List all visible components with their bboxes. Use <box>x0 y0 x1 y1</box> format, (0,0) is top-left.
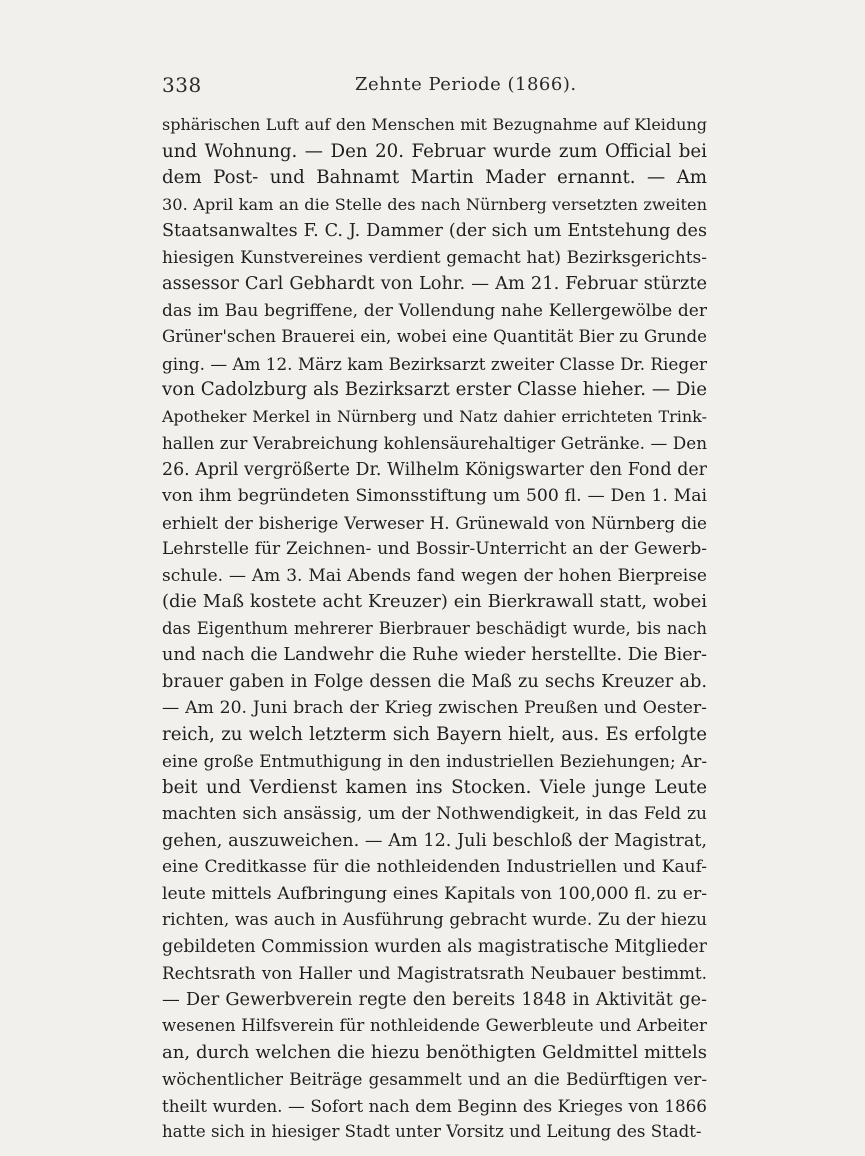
text-line: Lehrstelle für Zeichnen- und Bossir-Unterricht an der Gewerb- <box>162 539 707 559</box>
text-line: und nach die Landwehr die Ruhe wieder herstellte. Die Bier- <box>162 645 707 665</box>
text-line: sphärischen Luft auf den Menschen mit Bezugnahme auf Kleidung <box>162 115 707 134</box>
text-line: wesenen Hilfsverein für nothleidende Gewerbleute und Arbeiter <box>162 1016 707 1035</box>
text-line: von ihm begründeten Simonsstiftung um 500 fl. — Den 1. Mai <box>162 486 707 506</box>
text-line: eine Creditkasse für die nothleidenden Industriellen und Kauf- <box>162 857 707 877</box>
text-line: — Der Gewerbverein regte den bereits 1848 in Aktivität ge- <box>162 988 707 1010</box>
text-line: richten, was auch in Ausführung gebracht wurde. Zu der hiezu <box>162 910 707 930</box>
text-line: erhielt der bisherige Verweser H. Grünewald von Nürnberg die <box>162 512 707 533</box>
text-line: assessor Carl Gebhardt von Lohr. — Am 21. Februar stürzte <box>162 273 707 294</box>
text-line: dem Post- und Bahnamt Martin Mader ernannt. — Am <box>162 167 707 188</box>
text-line: und Wohnung. — Den 20. Februar wurde zum Official bei <box>162 140 707 162</box>
text-line: wöchentlicher Beiträge gesammelt und an die Bedürftigen ver- <box>162 1069 707 1089</box>
page-number: 338 <box>162 73 202 97</box>
text-line: brauer gaben in Folge dessen die Maß zu sechs Kreuzer ab. <box>162 670 707 692</box>
text-line: theilt wurden. — Sofort nach dem Beginn des Krieges von 1866 <box>162 1095 707 1116</box>
text-line: Rechtsrath von Haller und Magistratsrath Neubauer bestimmt. <box>162 963 707 983</box>
text-line: hiesigen Kunstvereines verdient gemacht hat) Bezirksgerichts- <box>162 247 707 268</box>
text-line: beit und Verdienst kamen ins Stocken. Viele junge Leute <box>162 776 707 798</box>
text-line: das im Bau begriffene, der Vollendung nahe Kellergewölbe der <box>162 300 707 321</box>
text-line: (die Maß kostete acht Kreuzer) ein Bierkrawall statt, wobei <box>162 591 707 612</box>
text-line: eine große Entmuthigung in den industriellen Beziehungen; Ar- <box>162 751 707 771</box>
text-line: gebildeten Commission wurden als magistratische Mitglieder <box>162 936 707 957</box>
body-text <box>162 112 707 1146</box>
text-line: hallen zur Verabreichung kohlensäurehaltiger Getränke. — Den <box>162 433 707 453</box>
text-line: schule. — Am 3. Mai Abends fand wegen der hohen Bierpreise <box>162 565 707 586</box>
text-line: das Eigenthum mehrerer Bierbrauer beschädigt wurde, bis nach <box>162 618 707 638</box>
text-line: von Cadolzburg als Bezirksarzt erster Classe hieher. — Die <box>162 379 707 400</box>
text-line: Apotheker Merkel in Nürnberg und Natz dahier errichteten Trink- <box>162 406 707 426</box>
text-line: ging. — Am 12. März kam Bezirksarzt zweiter Classe Dr. Rieger <box>162 353 708 374</box>
text-line: an, durch welchen die hiezu benöthigten Geldmittel mittels <box>162 1041 707 1063</box>
text-line: hatte sich in hiesiger Stadt unter Vorsitz und Leitung des Stadt- <box>162 1122 702 1141</box>
page-header <box>162 73 707 103</box>
text-line: machten sich ansässig, um der Nothwendigkeit, in das Feld zu <box>162 804 707 824</box>
text-line: 26. April vergrößerte Dr. Wilhelm Königswarter den Fond der <box>162 459 707 480</box>
text-line: gehen, auszuweichen. — Am 12. Juli beschloß der Magistrat, <box>162 830 707 851</box>
text-line: leute mittels Aufbringung eines Kapitals von 100,000 fl. zu er- <box>162 883 707 904</box>
text-line: Staatsanwaltes F. C. J. Dammer (der sich um Entstehung des <box>162 221 707 241</box>
text-line: 30. April kam an die Stelle des nach Nürnberg versetzten zweiten <box>162 194 707 214</box>
text-line: reich, zu welch letzterm sich Bayern hielt, aus. Es erfolgte <box>162 723 707 745</box>
running-head: Zehnte Periode (1866). <box>355 74 577 95</box>
text-line: — Am 20. Juni brach der Krieg zwischen Preußen und Oester- <box>162 698 707 718</box>
text-line: Grüner'schen Brauerei ein, wobei eine Quantität Bier zu Grunde <box>162 327 707 346</box>
